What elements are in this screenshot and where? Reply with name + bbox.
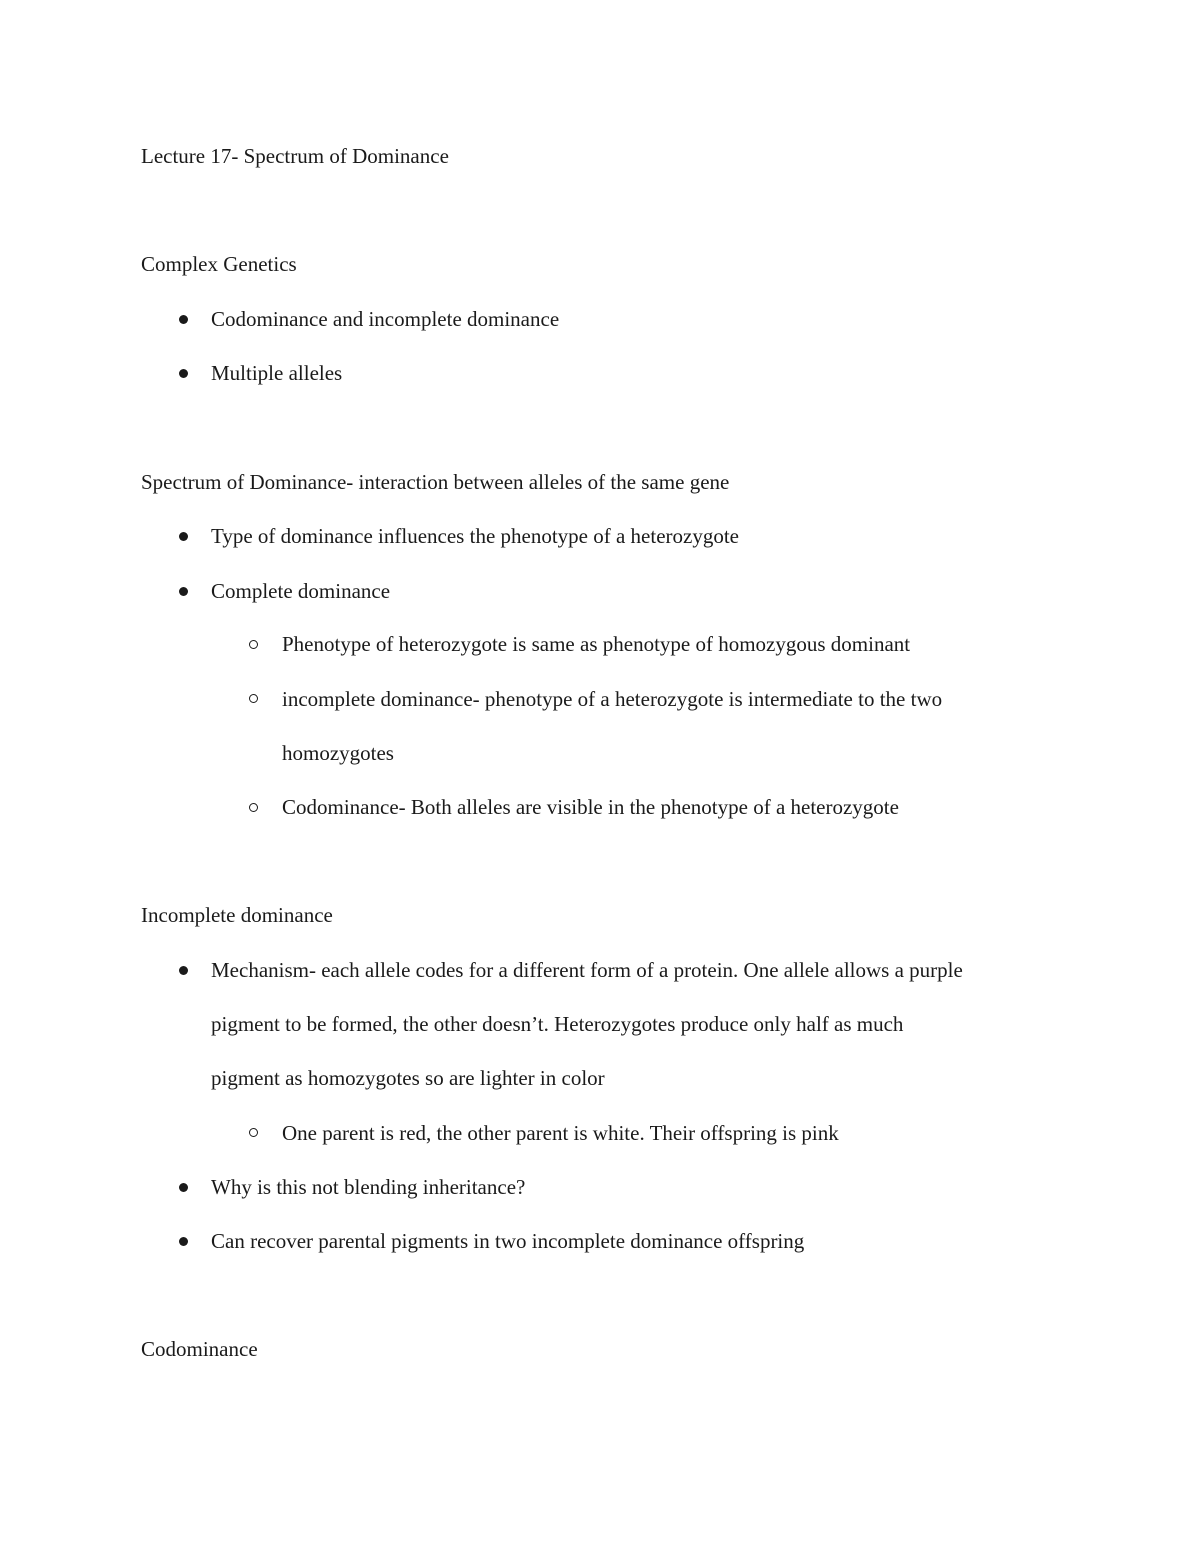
sub-list-item: incomplete dominance- phenotype of a heterozygote is intermediate to the two [282,687,943,711]
bullet-icon [179,1183,188,1192]
section-heading-codominance: Codominance [141,1337,258,1361]
sub-bullet-icon [249,1128,258,1137]
sub-bullet-icon [249,803,258,812]
sub-bullet-icon [249,640,258,649]
section-heading-incomplete-dominance: Incomplete dominance [141,903,333,927]
bullet-icon [179,532,188,541]
section-heading-complex-genetics: Complex Genetics [141,252,297,276]
sub-list-item-continuation: homozygotes [282,741,394,765]
sub-list-item: Phenotype of heterozygote is same as phenotype of homozygous dominant [282,632,911,656]
list-item-continuation: pigment as homozygotes so are lighter in color [211,1066,605,1090]
bullet-icon [179,1237,188,1246]
bullet-icon [179,966,188,975]
list-item: Codominance and incomplete dominance [211,307,560,331]
bullet-icon [179,315,188,324]
sub-list-item: Codominance- Both alleles are visible in the phenotype of a heterozygote [282,795,899,819]
bullet-icon [179,369,188,378]
list-item-continuation: pigment to be formed, the other doesn’t. Heterozygotes produce only half as much [211,1012,904,1036]
list-item: Why is this not blending inheritance? [211,1175,526,1199]
document-title: Lecture 17- Spectrum of Dominance [141,144,449,168]
list-item: Type of dominance influences the phenotype of a heterozygote [211,524,739,548]
list-item: Can recover parental pigments in two incomplete dominance offspring [211,1229,805,1253]
list-item: Multiple alleles [211,361,343,385]
list-item: Mechanism- each allele codes for a different form of a protein. One allele allows a purple [211,958,963,982]
bullet-icon [179,587,188,596]
sub-list-item: One parent is red, the other parent is white. Their offspring is pink [282,1121,839,1145]
section-heading-spectrum: Spectrum of Dominance- interaction between alleles of the same gene [141,470,730,494]
list-item: Complete dominance [211,579,391,603]
sub-bullet-icon [249,694,258,703]
